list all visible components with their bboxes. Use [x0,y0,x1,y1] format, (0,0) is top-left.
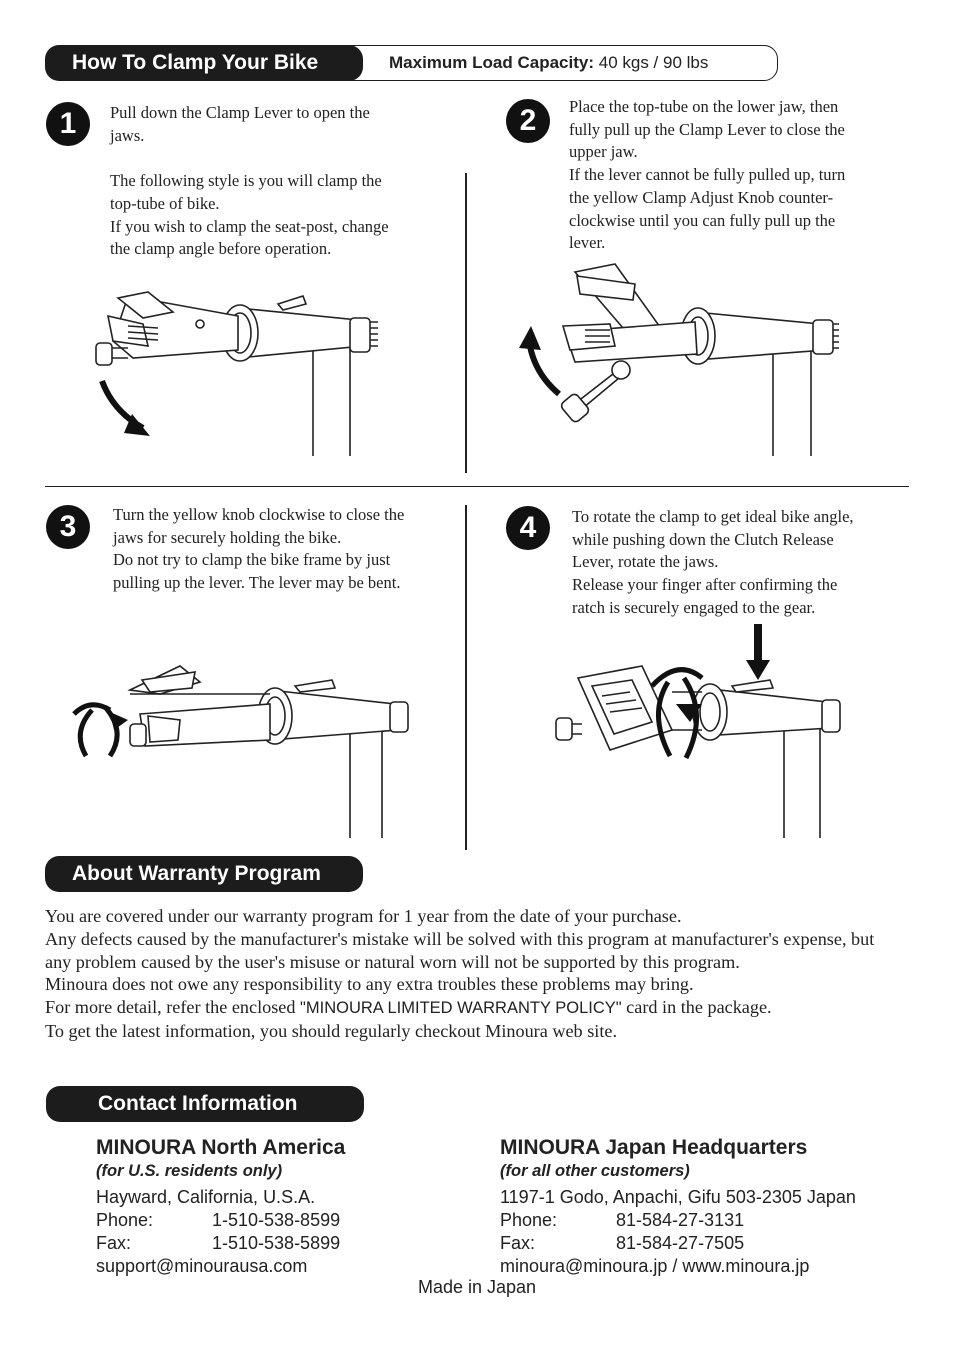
contact-jp-phone: 81-584-27-3131 [616,1210,745,1230]
warranty-line-1: You are covered under our warranty program for 1 year from the date of your purchase. [45,906,682,926]
section-title-warranty: About Warranty Program [45,856,363,892]
step-2-number: 2 [506,99,550,143]
contact-na-phone-row: Phone: 1-510-538-8599 [96,1210,341,1230]
capacity-value: 40 kgs / 90 lbs [598,53,709,72]
contact-jp-phone-row: Phone: 81-584-27-3131 [500,1210,745,1230]
capacity-box [320,45,778,81]
contact-north-america [96,1136,476,1278]
step-1-illustration [88,286,388,458]
contact-na-fax-row: Fax: 1-510-538-5899 [96,1233,341,1253]
step-1-text: Pull down the Clamp Lever to open the jaws. The following style is you will clamp the top-tube of bike. If you wish to clamp the seat-post, change the clamp angle before operation. [110,103,389,259]
step-3-text: Turn the yellow knob clockwise to close the jaws for securely holding the bike. Do not try to clamp the bike frame by just pulling up the lever. The lever may be bent. [113,505,405,593]
capacity-label: Maximum Load Capacity: [389,53,594,72]
contact-jp-fax-row: Fax: 81-584-27-7505 [500,1233,745,1253]
contact-na-email: support@minourausa.com [96,1256,308,1276]
contact-japan [500,1136,920,1278]
contact-jp-fax: 81-584-27-7505 [616,1233,745,1253]
step-3-illustration [70,660,415,840]
step-4-text: To rotate the clamp to get ideal bike angle, while pushing down the Clutch Release Lever, rotate the jaws. Release your finger after confirming the ratch is securely engaged to the gear. [572,507,854,617]
contact-na-name: MINOURA North America [96,1136,346,1159]
divider-horizontal [45,486,909,487]
step-2-text: Place the top-tube on the lower jaw, then fully pull up the Clamp Lever to close the upper jaw. If the lever cannot be fully pulled up, turn the yellow Clamp Adjust Knob counter- clockwise until you can fully pull up the lever. [569,97,846,253]
warranty-line-2: Any defects caused by the manufacturer's mistake will be solved with this program at manufacturer's expense, but any problem caused by the user's misuse or natural worn will not be supported by this program. [45,928,875,972]
contact-na-address: Hayward, California, U.S.A. [96,1187,316,1207]
step-4-illustration [552,622,848,840]
contact-jp-name: MINOURA Japan Headquarters [500,1136,808,1159]
step-4-number: 4 [506,506,550,550]
step-2-illustration [515,262,845,458]
contact-jp-note: (for all other customers) [500,1162,690,1180]
divider-vertical-bottom [465,505,467,850]
warranty-line-4: For more detail, refer the enclosed "MINOURA LIMITED WARRANTY POLICY" card in the package. [45,997,772,1018]
warranty-policy-name: "MINOURA LIMITED WARRANTY POLICY" [300,999,622,1018]
contact-na-fax: 1-510-538-5899 [212,1233,341,1253]
warranty-text [45,905,905,1043]
warranty-line-5: To get the latest information, you should regularly checkout Minoura web site. [45,1020,617,1041]
contact-jp-address: 1197-1 Godo, Anpachi, Gifu 503-2305 Japan [500,1187,856,1207]
made-in-japan: Made in Japan [417,1277,537,1297]
step-1-number: 1 [46,102,90,146]
contact-jp-web: minoura@minoura.jp / www.minoura.jp [500,1256,810,1276]
contact-na-note: (for U.S. residents only) [96,1162,283,1180]
warranty-line-3: Minoura does not owe any responsibility to any extra troubles these problems may bring. [45,974,694,995]
divider-vertical-top [465,173,467,473]
step-3-number: 3 [46,505,90,549]
contact-na-phone: 1-510-538-8599 [212,1210,341,1230]
section-title-contact: Contact Information [46,1086,364,1122]
section-title-clamp: How To Clamp Your Bike [45,45,363,81]
